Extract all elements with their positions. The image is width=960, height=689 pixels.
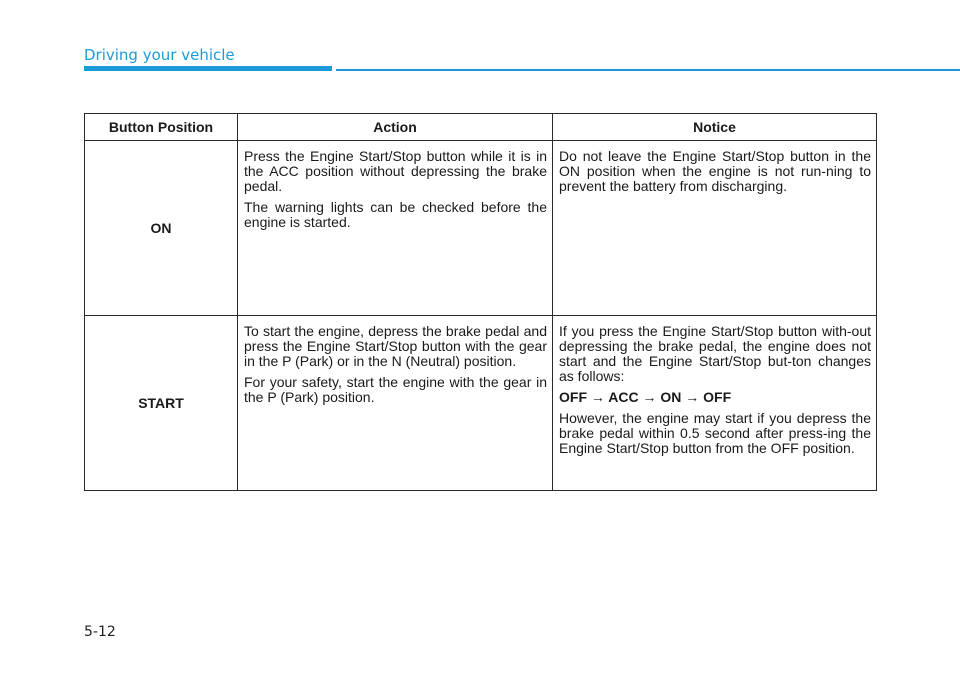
notice-text: If you press the Engine Start/Stop button with-out depressing the brake pedal, the engine does not start and the Engine Start/Stop but-ton changes as follows: — [559, 323, 871, 384]
page-number: 5-12 — [84, 624, 116, 640]
action-text: Press the Engine Start/Stop button while it is in the ACC position without depressing the brake pedal. — [244, 148, 547, 194]
action-cell — [238, 316, 553, 491]
column-header-notice: Notice — [553, 114, 877, 141]
action-text: The warning lights can be checked before the engine is started. — [244, 199, 547, 230]
action-cell — [238, 141, 553, 316]
header-rule-thin — [336, 69, 960, 71]
notice-cell — [553, 141, 877, 316]
notice-text: However, the engine may start if you depress the brake pedal within 0.5 second after press-ing the Engine Start/Stop button from the OFF position. — [559, 410, 871, 456]
notice-cell — [553, 316, 877, 491]
column-header-action: Action — [238, 114, 553, 141]
table-row — [85, 316, 877, 491]
column-header-button-position: Button Position — [85, 114, 238, 141]
button-position-cell: START — [85, 316, 238, 491]
button-position-cell: ON — [85, 141, 238, 316]
table-header-row — [85, 114, 877, 141]
action-text: For your safety, start the engine with the gear in the P (Park) position. — [244, 374, 547, 405]
action-text: To start the engine, depress the brake pedal and press the Engine Start/Stop button with the gear in the P (Park) or in the N (Neutral) position. — [244, 323, 547, 369]
header-rule-thick — [84, 66, 332, 71]
table-row — [85, 141, 877, 316]
button-position-table — [84, 113, 877, 491]
notice-text: Do not leave the Engine Start/Stop button in the ON position when the engine is not run-ning to prevent the battery from discharging. — [559, 148, 871, 194]
button-sequence: OFF → ACC → ON → OFF — [559, 389, 732, 405]
section-title: Driving your vehicle — [84, 46, 235, 64]
